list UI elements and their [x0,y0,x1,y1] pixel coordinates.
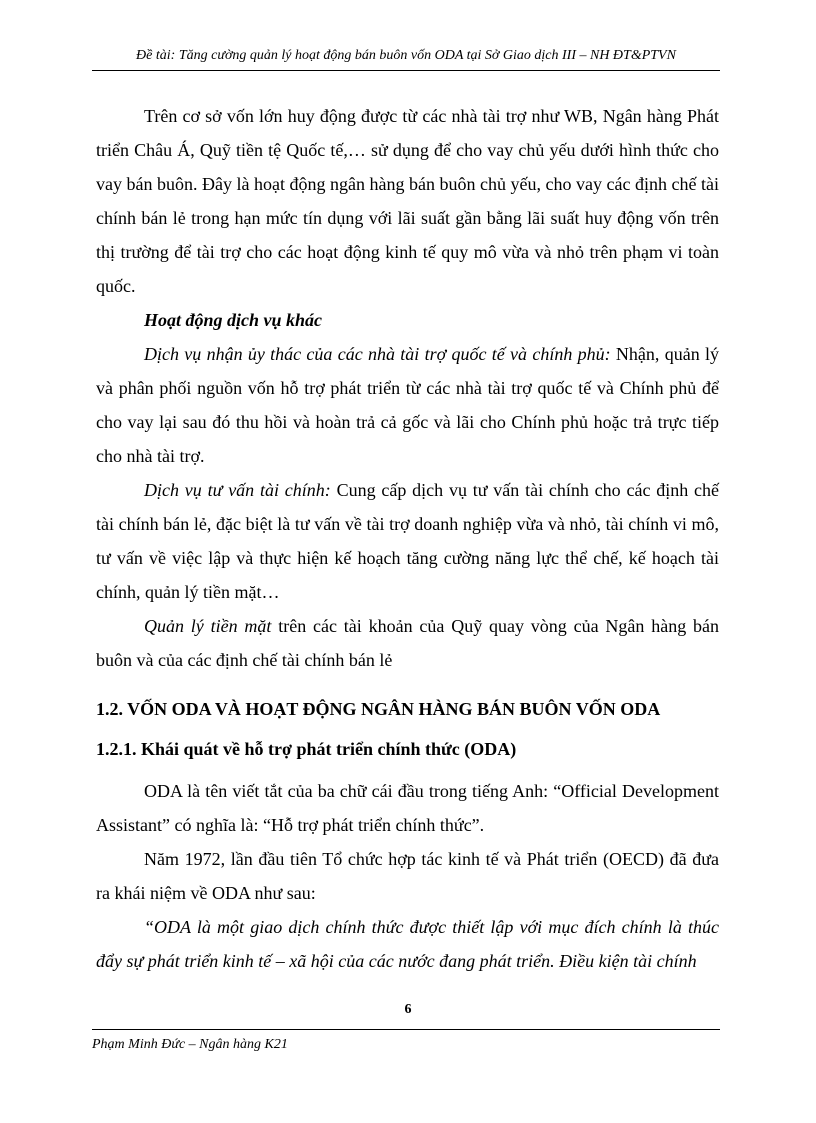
quote-oda-definition: “ODA là một giao dịch chính thức được thiết lập với mục đích chính là thúc đẩy sự phát triển kinh tế – xã hội của các nước đang phát triển. Điều kiện tài chính [96,917,719,971]
paragraph-cash-management [96,609,719,677]
paragraph-text: Nhận, quản lý và phân phối nguồn vốn hỗ trợ phát triển từ các nhà tài trợ quốc tế và Chính phủ để cho vay lại sau đó thu hồi và hoàn trả cả gốc và lãi cho Chính phủ hoặc trả trực tiếp cho nhà tài trợ. [96,344,719,466]
running-footer: Phạm Minh Đức – Ngân hàng K21 [92,1037,288,1052]
footer-divider [92,1029,720,1030]
paragraph-lead: Dịch vụ tư vấn tài chính: [144,480,331,500]
paragraph-intro: Trên cơ sở vốn lớn huy động được từ các nhà tài trợ như WB, Ngân hàng Phát triển Châu Á, Quỹ tiền tệ Quốc tế,… sử dụng để cho vay chủ yếu dưới hình thức cho vay bán buôn. Đây là hoạt động ngân hàng bán buôn chủ yếu, cho vay các định chế tài chính bán lẻ trong hạn mức tín dụng với lãi suất gần bằng lãi suất huy động vốn trên thị trường để tài trợ cho các hoạt động kinh tế quy mô vừa và nhỏ trên phạm vi toàn quốc. [96,106,719,296]
paragraph-text: Cung cấp dịch vụ tư vấn tài chính cho các định chế tài chính bán lẻ, đặc biệt là tư vấn về tài trợ doanh nghiệp vừa và nhỏ, tài chính vi mô, tư vấn về việc lập và thực hiện kế hoạch tăng cường năng lực thể chế, kế hoạch tài chính, quản lý tiền mặt… [96,480,720,602]
subheading-other-services: Hoạt động dịch vụ khác [144,310,323,330]
paragraph-lead: Quản lý tiền mặt [144,616,272,636]
subsection-heading: 1.2.1. Khái quát về hỗ trợ phát triển chính thức (ODA) [96,739,517,759]
section-heading: 1.2. VỐN ODA VÀ HOẠT ĐỘNG NGÂN HÀNG BÁN BUÔN VỐN ODA [96,699,661,719]
paragraph-trust-service [96,337,719,473]
page-number: 6 [404,1002,412,1017]
page-body [96,99,719,978]
paragraph-text: trên các tài khoản của Quỹ quay vòng của Ngân hàng bán buôn và của các định chế tài chính bán lẻ [96,616,719,670]
paragraph-financial-advisory [96,473,719,609]
header-divider [92,70,720,71]
running-header: Đề tài: Tăng cường quản lý hoạt động bán buôn vốn ODA tại Sở Giao dịch III – NH ĐT&PTVN [136,48,676,63]
paragraph-oecd-1972: Năm 1972, lần đầu tiên Tổ chức hợp tác kinh tế và Phát triển (OECD) đã đưa ra khái niệm về ODA như sau: [96,849,719,903]
paragraph-lead: Dịch vụ nhận ủy thác của các nhà tài trợ quốc tế và chính phủ: [144,344,611,364]
paragraph-oda-definition: ODA là tên viết tắt của ba chữ cái đầu trong tiếng Anh: “Official Development Assistant” có nghĩa là: “Hỗ trợ phát triển chính thức”. [96,781,719,835]
